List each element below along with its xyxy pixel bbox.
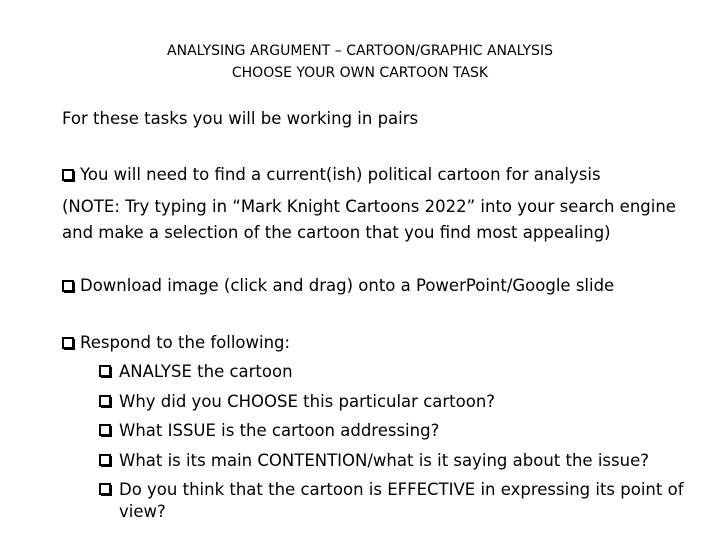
sub-item-label: What ISSUE is the cartoon addressing? bbox=[119, 421, 440, 440]
sub-item-label: What is its main CONTENTION/what is it saying about the issue? bbox=[119, 450, 649, 470]
list-item bbox=[99, 450, 699, 472]
checkbox-icon bbox=[99, 483, 111, 495]
task-respond bbox=[62, 332, 290, 354]
sub-item-label: Why did you CHOOSE this particular cartoon? bbox=[119, 391, 496, 411]
checkbox-icon bbox=[99, 395, 111, 407]
checkbox-icon bbox=[62, 169, 74, 181]
task-download bbox=[62, 275, 614, 297]
note-line-2: and make a selection of the cartoon that you find most appealing) bbox=[62, 223, 611, 242]
list-item bbox=[99, 420, 699, 442]
note-text bbox=[62, 194, 702, 246]
checkbox-icon bbox=[99, 424, 111, 436]
sub-item-label: Do you think that the cartoon is EFFECTIVE in expressing its point of view? bbox=[119, 480, 684, 521]
checkbox-icon bbox=[62, 337, 74, 349]
list-item bbox=[99, 479, 699, 523]
title-line-1: ANALYSING ARGUMENT – CARTOON/GRAPHIC ANALYSIS bbox=[167, 43, 553, 59]
checkbox-icon bbox=[62, 280, 74, 292]
list-item bbox=[99, 361, 699, 383]
note-line-1: (NOTE: Try typing in “Mark Knight Cartoons 2022” into your search engine bbox=[62, 197, 676, 216]
page-title bbox=[0, 40, 720, 84]
checkbox-icon bbox=[99, 365, 111, 377]
task-respond-label: Respond to the following: bbox=[80, 333, 291, 352]
task-find-cartoon bbox=[62, 164, 601, 186]
checkbox-icon bbox=[99, 454, 111, 466]
respond-sub-list bbox=[99, 361, 699, 531]
task-download-label: Download image (click and drag) onto a PowerPoint/Google slide bbox=[80, 276, 615, 295]
task-find-cartoon-label: You will need to find a current(ish) political cartoon for analysis bbox=[80, 165, 601, 184]
intro-text: For these tasks you will be working in pairs bbox=[62, 109, 419, 128]
list-item bbox=[99, 391, 699, 413]
sub-item-label: ANALYSE the cartoon bbox=[119, 362, 293, 381]
title-line-2: CHOOSE YOUR OWN CARTOON TASK bbox=[231, 65, 489, 81]
